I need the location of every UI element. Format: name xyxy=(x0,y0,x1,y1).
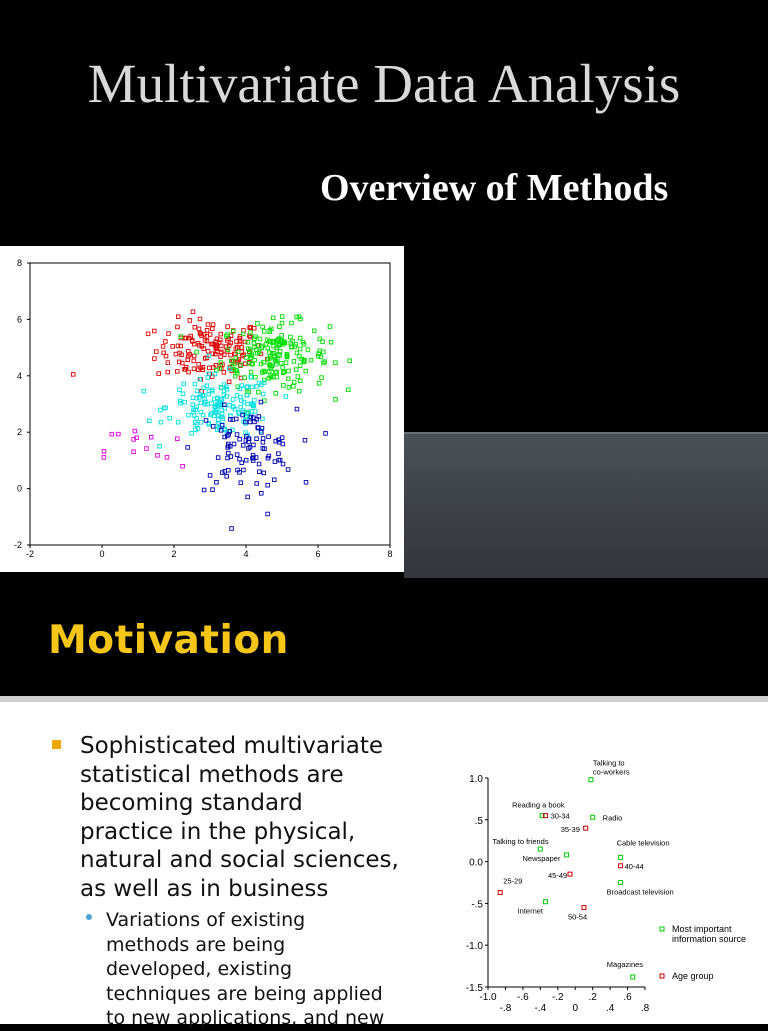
scatter-point xyxy=(260,491,264,495)
scatter-point xyxy=(261,437,265,441)
data-point xyxy=(631,975,635,979)
scatter-point xyxy=(324,432,328,436)
x-tick-label: .6 xyxy=(623,992,632,1003)
scatter-point xyxy=(261,392,265,396)
scatter-point xyxy=(290,321,294,325)
scatter-point xyxy=(191,396,195,400)
point-label: Talking to friends xyxy=(492,837,549,847)
y-tick-label: 4 xyxy=(16,370,22,381)
scatter-point xyxy=(263,330,267,334)
scatter-point xyxy=(279,361,283,365)
x-tick-label: -2 xyxy=(25,549,35,559)
scatter-point xyxy=(146,332,150,336)
scatter-point xyxy=(211,488,215,492)
scatter-point xyxy=(188,319,192,323)
scatter-point xyxy=(132,450,136,454)
scatter-point xyxy=(208,474,212,478)
scatter-point xyxy=(230,527,234,531)
x-tick-label: 2 xyxy=(171,549,177,559)
scatter-point xyxy=(257,390,261,394)
scatter-point xyxy=(165,456,169,460)
scatter-point xyxy=(227,468,231,472)
scatter-point xyxy=(159,408,163,412)
y-tick-label: .5 xyxy=(474,815,483,827)
slide-title: Multivariate Data Analysis xyxy=(87,53,681,114)
scatter-point xyxy=(321,350,325,354)
scatter-point xyxy=(210,402,214,406)
scatter-point xyxy=(208,366,212,370)
scatter-point xyxy=(216,456,220,460)
sub-bullet-item xyxy=(86,908,426,1031)
scatter-point xyxy=(266,483,270,487)
scatter-point xyxy=(158,444,162,448)
x-tick-label: .8 xyxy=(640,1003,650,1014)
scatter-point xyxy=(211,425,215,429)
scatter-point xyxy=(225,474,229,478)
decorative-grey-panel xyxy=(404,432,768,578)
point-label: 35-39 xyxy=(560,825,580,835)
scatter-point xyxy=(281,366,285,370)
scatter-point xyxy=(298,364,302,368)
point-label: Reading a book xyxy=(512,800,565,810)
scatter-point xyxy=(295,407,299,411)
point-label: 30-34 xyxy=(550,811,570,821)
scatter-point xyxy=(219,332,223,336)
scatter-point xyxy=(274,392,278,396)
scatter-point xyxy=(262,471,266,475)
scatter-point xyxy=(102,456,106,460)
scatter-point xyxy=(198,317,202,321)
legend-marker xyxy=(660,974,664,978)
point-label: Internet xyxy=(517,906,544,916)
scatter-point xyxy=(298,347,302,351)
dot-bullet-icon xyxy=(86,914,92,920)
x-tick-label: 0 xyxy=(572,1003,579,1014)
scatter-point xyxy=(148,419,152,423)
data-point xyxy=(544,900,548,904)
scatter-point xyxy=(235,433,239,437)
scatter-point xyxy=(261,325,265,329)
x-tick-label: .2 xyxy=(588,992,597,1003)
scatter-point xyxy=(329,340,333,344)
scatter-point xyxy=(271,316,275,320)
scatter-point xyxy=(215,480,219,484)
sub-bullet-text: Variations of existing methods are being developed, existing techniques are being applied to new applications, and new xyxy=(106,909,385,1029)
scatter-point xyxy=(161,345,165,349)
scatter-point xyxy=(227,380,231,384)
scatter-point xyxy=(320,376,324,380)
scatter-point xyxy=(176,420,180,424)
y-tick-label: 0.0 xyxy=(469,857,483,869)
scatter-point xyxy=(238,457,242,461)
scatter-point xyxy=(102,450,106,454)
scatter-point xyxy=(241,444,245,448)
scatter-point xyxy=(142,389,146,393)
legend-label: Age group xyxy=(672,971,714,981)
y-tick-label: -1.5 xyxy=(465,983,483,994)
scatter-point xyxy=(278,354,282,358)
scatter-point xyxy=(298,379,302,383)
point-label: Newspaper xyxy=(522,853,561,863)
scatter-point xyxy=(133,429,137,433)
point-label: Broadcast television xyxy=(606,887,674,897)
scatter-point xyxy=(199,421,203,425)
scatter-point xyxy=(239,481,243,485)
cluster-scatter-plot xyxy=(0,246,404,572)
scatter-point xyxy=(286,468,290,472)
scatter-point xyxy=(246,495,250,499)
scatter-point xyxy=(328,325,332,329)
scatter-point xyxy=(176,437,180,441)
scatter-point xyxy=(252,341,256,345)
scatter-point xyxy=(197,363,201,367)
scatter-point xyxy=(222,371,226,375)
scatter-point xyxy=(194,428,198,432)
scatter-point xyxy=(192,354,196,358)
scatter-point xyxy=(244,458,248,462)
scatter-point xyxy=(176,325,180,329)
scatter-point xyxy=(277,452,281,456)
y-tick-label: 2 xyxy=(16,427,22,438)
scatter-point xyxy=(192,359,196,363)
scatter-point xyxy=(304,369,308,373)
y-tick-label: 1.0 xyxy=(469,774,483,785)
scatter-point xyxy=(156,454,160,458)
scatter-point xyxy=(199,401,203,405)
scatter-point xyxy=(260,426,264,430)
scatter-point xyxy=(251,385,255,389)
slide-divider xyxy=(0,578,768,588)
scatter-point xyxy=(255,482,259,486)
scatter-point xyxy=(210,327,214,331)
x-tick-label: 4 xyxy=(243,549,249,559)
scatter-point xyxy=(255,437,259,441)
scatter-point xyxy=(110,432,114,436)
scatter-point xyxy=(254,375,258,379)
scatter-point xyxy=(219,355,223,359)
scatter-point xyxy=(253,410,257,414)
scatter-point xyxy=(149,435,153,439)
scatter-point xyxy=(154,350,158,354)
data-point xyxy=(619,881,623,885)
data-point xyxy=(619,864,623,868)
scatter-point xyxy=(284,395,288,399)
slide-title: Motivation xyxy=(48,618,289,663)
scatter-point xyxy=(164,340,168,344)
scatter-point xyxy=(304,480,308,484)
scatter-point xyxy=(196,427,200,431)
scatter-point xyxy=(71,373,75,377)
scatter-point xyxy=(186,446,190,450)
bullet-item xyxy=(52,732,432,903)
scatter-point xyxy=(167,332,171,336)
data-point xyxy=(538,847,542,851)
scatter-point xyxy=(190,431,194,435)
correspondence-plot xyxy=(455,758,768,1024)
scatter-point xyxy=(289,335,293,339)
scatter-point xyxy=(280,315,284,319)
scatter-point xyxy=(195,389,199,393)
scatter-point xyxy=(258,337,262,341)
scatter-point xyxy=(220,471,224,475)
scatter-point xyxy=(273,460,277,464)
slide-subtitle: Overview of Methods xyxy=(320,167,669,209)
scatter-point xyxy=(242,468,246,472)
x-tick-label: .4 xyxy=(605,1003,615,1014)
scatter-point xyxy=(202,488,206,492)
scatter-point xyxy=(267,435,271,439)
scatter-point xyxy=(174,352,178,356)
x-tick-label: -1.0 xyxy=(479,992,497,1003)
scatter-point xyxy=(272,478,276,482)
scatter-point xyxy=(193,325,197,329)
scatter-point xyxy=(211,323,215,327)
x-tick-label: -.8 xyxy=(499,1003,512,1014)
scatter-point xyxy=(296,375,300,379)
scatter-point xyxy=(239,376,243,380)
scatter-point xyxy=(347,388,351,392)
scatter-point xyxy=(166,370,170,374)
point-label: Cable television xyxy=(616,838,670,848)
scatter-point xyxy=(334,398,338,402)
scatter-point xyxy=(317,381,321,385)
x-tick-label: 8 xyxy=(387,549,393,559)
scatter-point xyxy=(187,413,191,417)
scatter-point xyxy=(232,442,236,446)
scatter-point xyxy=(348,359,352,363)
scatter-point xyxy=(284,361,288,365)
data-point xyxy=(582,906,586,910)
scatter-point xyxy=(292,385,296,389)
scatter-point xyxy=(306,348,310,352)
scatter-point xyxy=(171,345,175,349)
scatter-point xyxy=(309,358,313,362)
scatter-point xyxy=(192,367,196,371)
scatter-point xyxy=(287,386,291,390)
scatter-point xyxy=(278,325,282,329)
scatter-point xyxy=(197,327,201,331)
scatter-point xyxy=(145,447,149,451)
slide-motivation xyxy=(0,588,768,1029)
data-point xyxy=(568,872,572,876)
scatter-point xyxy=(281,462,285,466)
scatter-point xyxy=(248,420,252,424)
scatter-point xyxy=(240,461,244,465)
scatter-point xyxy=(261,417,265,421)
x-tick-label: 6 xyxy=(315,549,321,559)
scatter-point xyxy=(266,512,270,516)
scatter-point xyxy=(297,389,301,393)
scatter-point xyxy=(191,403,195,407)
scatter-point xyxy=(181,392,185,396)
scatter-point xyxy=(195,350,199,354)
scatter-point xyxy=(152,329,156,333)
bullet-text: Sophisticated multivariate statistical methods are becoming standard practice in the physical, natural and social sciences, as well as in business xyxy=(80,733,399,902)
scatter-point xyxy=(191,310,195,314)
slide-header xyxy=(0,588,768,696)
scatter-point xyxy=(292,380,296,384)
y-tick-label: 8 xyxy=(16,258,22,268)
scatter-point xyxy=(303,438,307,442)
point-label: Magazines xyxy=(606,959,644,969)
scatter-point xyxy=(231,398,235,402)
scatter-point xyxy=(157,372,161,376)
scatter-point xyxy=(261,441,265,445)
y-tick-label: -.5 xyxy=(471,899,483,911)
x-tick-label: -.6 xyxy=(517,992,529,1003)
scatter-point xyxy=(153,357,157,361)
scatter-point xyxy=(292,360,296,364)
scatter-point xyxy=(257,462,261,466)
scatter-point xyxy=(206,350,210,354)
scatter-point xyxy=(205,328,209,332)
scatter-point xyxy=(176,370,180,374)
scatter-point xyxy=(266,346,270,350)
scatter-point xyxy=(168,416,172,420)
data-point xyxy=(565,853,569,857)
scatter-point xyxy=(238,437,242,441)
scatter-point xyxy=(334,361,338,365)
y-tick-label: -2 xyxy=(13,540,22,550)
scatter-point xyxy=(258,470,262,474)
y-tick-label: 6 xyxy=(16,314,22,325)
x-tick-label: 0 xyxy=(99,549,105,559)
scatter-point xyxy=(229,353,233,357)
legend-marker xyxy=(660,927,664,931)
scatter-point xyxy=(166,361,170,365)
scatter-point xyxy=(117,432,121,436)
scatter-point xyxy=(181,464,185,468)
scatter-point xyxy=(294,368,298,372)
scatter-point xyxy=(253,398,257,402)
point-label: 45-49 xyxy=(547,871,568,881)
scatter-point xyxy=(182,382,186,386)
scatter-point xyxy=(176,315,180,319)
scatter-point xyxy=(235,453,239,457)
scatter-point xyxy=(183,400,187,404)
scatter-point xyxy=(298,336,302,340)
scatter-point xyxy=(223,470,227,474)
data-point xyxy=(584,826,588,830)
y-tick-label: -1.0 xyxy=(465,941,483,953)
point-label: 40-44 xyxy=(624,861,644,871)
point-label: Radio xyxy=(602,813,623,823)
data-point xyxy=(589,778,593,782)
scatter-point xyxy=(286,377,290,381)
x-tick-label: -.4 xyxy=(534,1003,547,1014)
scatter-point xyxy=(159,420,163,424)
legend-label: Most important information source xyxy=(672,924,747,944)
scatter-point xyxy=(256,322,260,326)
scatter-point xyxy=(206,376,210,380)
scatter-point xyxy=(178,388,182,392)
y-tick-label: 0 xyxy=(16,483,22,494)
x-tick-label: -.2 xyxy=(551,992,564,1003)
scatter-point xyxy=(282,384,286,388)
scatter-point xyxy=(249,370,253,374)
point-label: Talking to co-workers xyxy=(592,758,630,777)
scatter-point xyxy=(206,323,210,327)
scatter-point xyxy=(287,369,291,373)
square-bullet-icon xyxy=(52,740,61,749)
data-point xyxy=(591,815,595,819)
scatter-point xyxy=(213,372,217,376)
scatter-point xyxy=(243,376,247,380)
scatter-point xyxy=(280,321,284,325)
data-point xyxy=(619,855,623,859)
scatter-point xyxy=(183,336,187,340)
scatter-point xyxy=(193,382,197,386)
point-label: 50-54 xyxy=(567,912,588,922)
scatter-point xyxy=(226,325,230,329)
data-point xyxy=(498,891,502,895)
scatter-point xyxy=(312,329,316,333)
point-label: 25-29 xyxy=(503,876,523,886)
